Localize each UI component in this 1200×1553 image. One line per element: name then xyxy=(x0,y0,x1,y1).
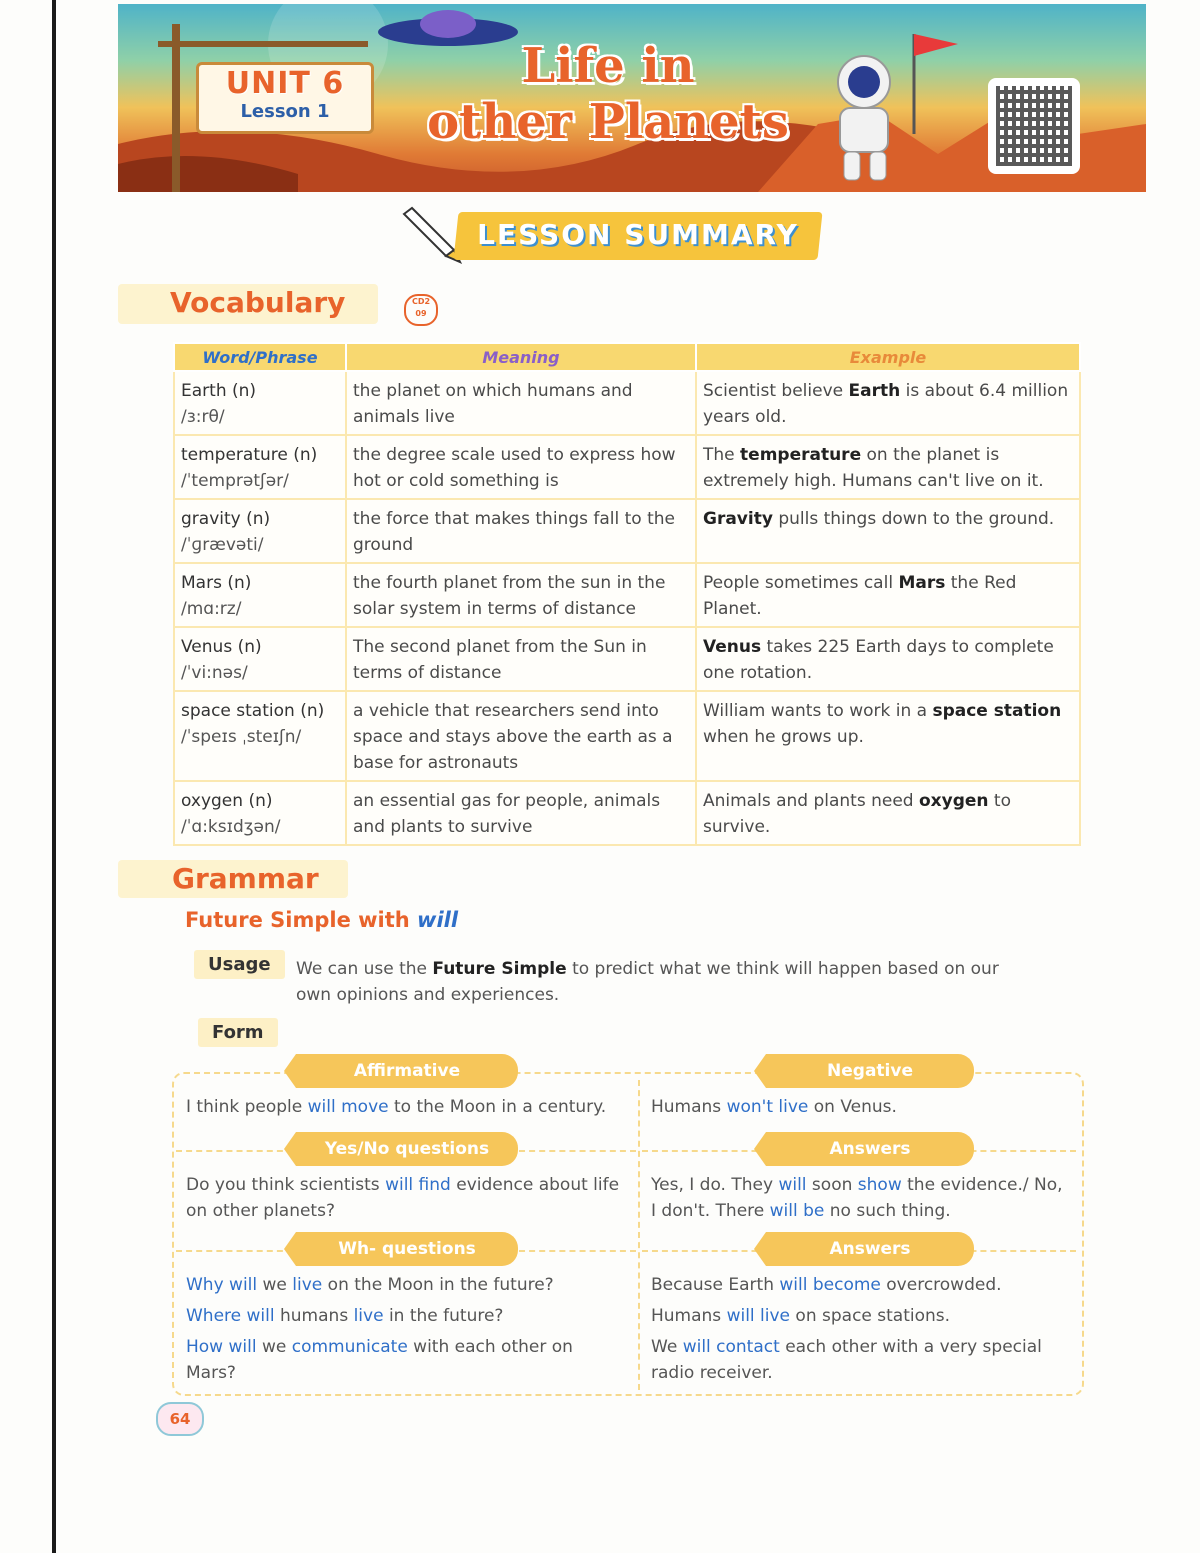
pronunciation: /ˈvi:nəs/ xyxy=(181,663,248,683)
pronunciation: /ˈɡrævəti/ xyxy=(181,535,264,555)
column-header-word: Word/Phrase xyxy=(174,343,346,371)
word-cell xyxy=(174,499,346,563)
column-header-example: Example xyxy=(696,343,1080,371)
audio-track-icon[interactable] xyxy=(404,294,438,326)
wh-questions-label: Wh- questions xyxy=(296,1232,518,1266)
word: Earth xyxy=(181,381,227,401)
negative-example: Humans won't live on Venus. xyxy=(651,1097,897,1117)
yes-no-answers: Yes, I do. They will soon show the evidence./ No, I don't. There will be no such thing. xyxy=(651,1175,1063,1221)
example-cell: Venus takes 225 Earth days to complete one rotation. xyxy=(696,627,1080,691)
yes-no-questions-label: Yes/No questions xyxy=(296,1132,518,1166)
table-row xyxy=(174,691,1080,781)
lesson-summary-label: LESSON SUMMARY xyxy=(477,218,799,251)
word-cell xyxy=(174,563,346,627)
meaning-cell: an essential gas for people, animals and plants to survive xyxy=(346,781,696,845)
yes-no-example: Do you think scientists will find evidence about life on other planets? xyxy=(186,1175,620,1221)
pronunciation: /mɑ:rz/ xyxy=(181,599,242,619)
page-spine xyxy=(52,0,56,1553)
audio-track-bottom: 09 xyxy=(415,309,427,318)
word: gravity xyxy=(181,509,241,529)
word: oxygen xyxy=(181,791,244,811)
wh-question: Why will we live on the Moon in the future? xyxy=(186,1275,554,1295)
wh-answer: We will contact each other with a very special radio receiver. xyxy=(651,1337,1042,1383)
vocabulary-heading: Vocabulary xyxy=(170,286,346,319)
answers-label-2: Answers xyxy=(766,1232,974,1266)
part-of-speech: (n) xyxy=(246,509,271,529)
grammar-heading: Grammar xyxy=(172,862,319,895)
pronunciation: /ɜ:rθ/ xyxy=(181,407,225,427)
unit-banner xyxy=(118,4,1146,192)
title-line-1: Life in xyxy=(521,38,695,94)
meaning-cell: the force that makes things fall to the ground xyxy=(346,499,696,563)
wh-questions-list xyxy=(186,1272,626,1386)
unit-sign xyxy=(196,62,374,134)
affirmative-example: I think people will move to the Moon in a century. xyxy=(186,1097,607,1117)
title-line-2: other Planets xyxy=(427,94,789,150)
answers-label: Answers xyxy=(766,1132,974,1166)
audio-track-top: CD2 xyxy=(411,297,431,306)
pronunciation: /ˈɑ:ksɪdʒən/ xyxy=(181,817,281,837)
page-number: 64 xyxy=(156,1402,204,1436)
word: temperature xyxy=(181,445,288,465)
word-cell xyxy=(174,371,346,435)
table-row xyxy=(174,499,1080,563)
word-cell xyxy=(174,627,346,691)
wh-question: How will we communicate with each other on Mars? xyxy=(186,1337,573,1383)
word-cell xyxy=(174,781,346,845)
lesson-label: Lesson 1 xyxy=(240,101,330,122)
meaning-cell: the fourth planet from the sun in the solar system in terms of distance xyxy=(346,563,696,627)
unit-label: UNIT 6 xyxy=(225,66,345,101)
example-cell: Gravity pulls things down to the ground. xyxy=(696,499,1080,563)
example-cell: William wants to work in a space station when he grows up. xyxy=(696,691,1080,781)
negative-label: Negative xyxy=(766,1054,974,1088)
affirmative-label: Affirmative xyxy=(296,1054,518,1088)
word: Venus xyxy=(181,637,233,657)
example-cell: The temperature on the planet is extremely high. Humans can't live on it. xyxy=(696,435,1080,499)
qr-code[interactable] xyxy=(988,78,1080,174)
table-row xyxy=(174,627,1080,691)
grammar-subheading: Future Simple with will xyxy=(185,908,459,932)
lesson-summary-banner xyxy=(398,204,828,264)
pronunciation: /ˈtemprətʃər/ xyxy=(181,471,289,491)
table-row xyxy=(174,435,1080,499)
part-of-speech: (n) xyxy=(237,637,262,657)
vocabulary-table xyxy=(173,342,1081,846)
part-of-speech: (n) xyxy=(227,573,252,593)
meaning-cell: The second planet from the Sun in terms of distance xyxy=(346,627,696,691)
meaning-cell: the planet on which humans and animals live xyxy=(346,371,696,435)
part-of-speech: (n) xyxy=(232,381,257,401)
usage-text: We can use the Future Simple to predict what we think will happen based on our own opinions and experiences. xyxy=(296,959,999,1005)
pronunciation: /ˈspeɪs ˌsteɪʃn/ xyxy=(181,727,302,747)
table-row xyxy=(174,781,1080,845)
example-cell: Scientist believe Earth is about 6.4 million years old. xyxy=(696,371,1080,435)
part-of-speech: (n) xyxy=(293,445,318,465)
word-cell xyxy=(174,435,346,499)
wh-answer: Because Earth will become overcrowded. xyxy=(651,1275,1002,1295)
unit-title xyxy=(418,38,798,150)
meaning-cell: a vehicle that researchers send into space and stays above the earth as a base for astronauts xyxy=(346,691,696,781)
word-cell xyxy=(174,691,346,781)
wh-answers-list xyxy=(651,1272,1071,1386)
wh-question: Where will humans live in the future? xyxy=(186,1306,504,1326)
word: Mars xyxy=(181,573,222,593)
table-row xyxy=(174,371,1080,435)
meaning-cell: the degree scale used to express how hot or cold something is xyxy=(346,435,696,499)
wh-answer: Humans will live on space stations. xyxy=(651,1306,951,1326)
form-label: Form xyxy=(198,1018,278,1047)
part-of-speech: (n) xyxy=(248,791,273,811)
part-of-speech: (n) xyxy=(300,701,325,721)
table-row xyxy=(174,563,1080,627)
example-cell: Animals and plants need oxygen to survive. xyxy=(696,781,1080,845)
example-cell: People sometimes call Mars the Red Planet. xyxy=(696,563,1080,627)
usage-label: Usage xyxy=(194,950,285,979)
column-header-meaning: Meaning xyxy=(346,343,696,371)
word: space station xyxy=(181,701,295,721)
